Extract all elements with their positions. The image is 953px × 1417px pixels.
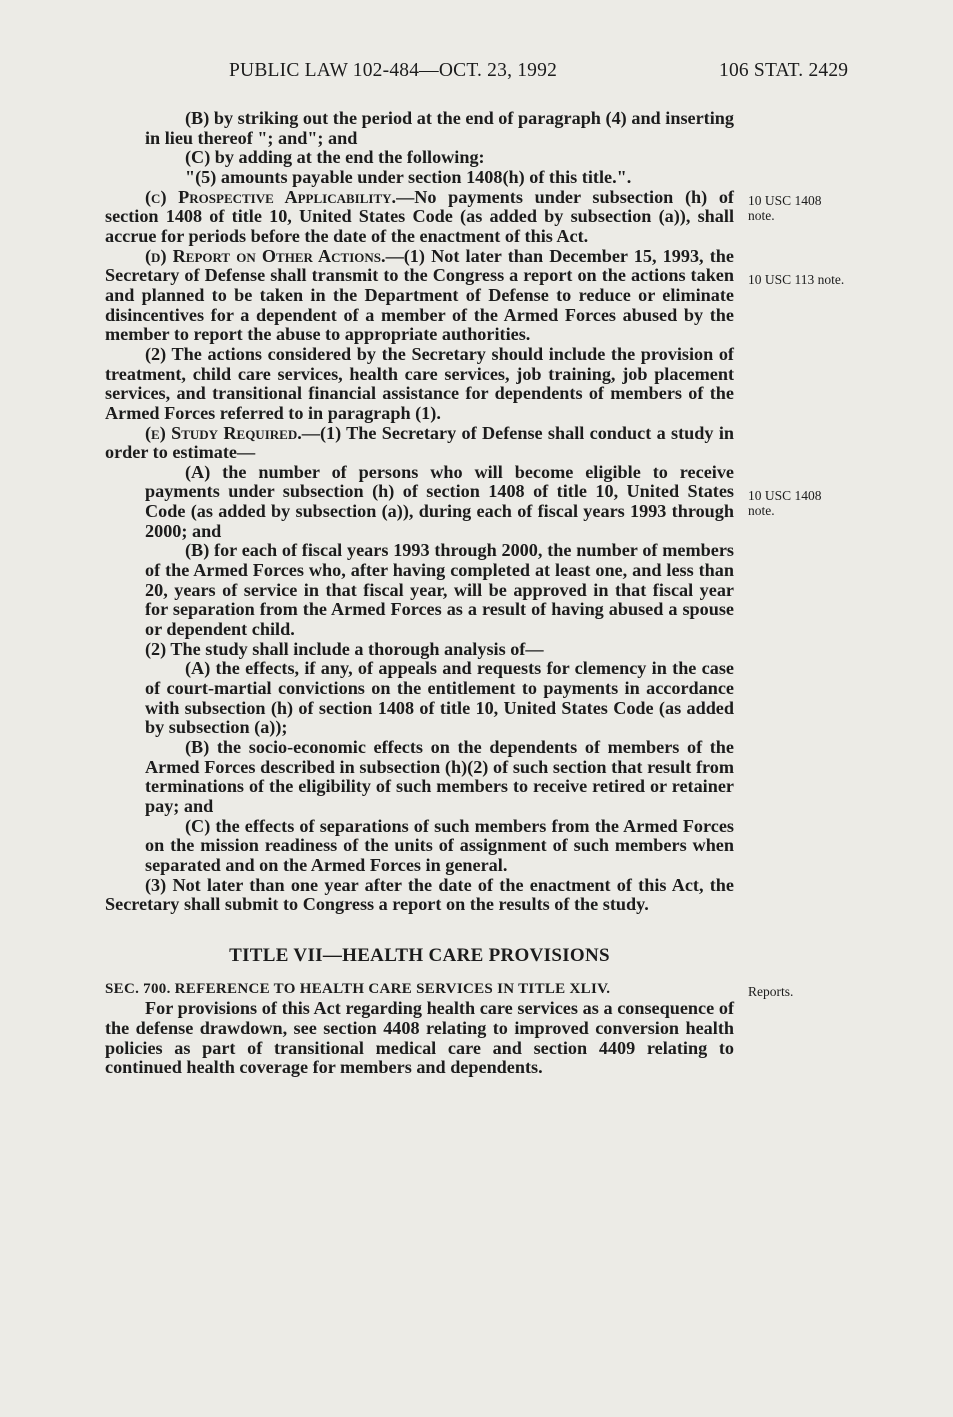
margin-note-1-line2: note. bbox=[748, 208, 775, 223]
subsection-d-2: (2) The actions considered by the Secretary should include the provision of treatment, child care services, health care services, job training, job placement services, and transitional financial assistance for dependents of members of the Armed Forces referred to in paragraph (1). bbox=[105, 343, 734, 423]
paragraph-c-adding: (C) by adding at the end the following: bbox=[185, 147, 485, 168]
subsection-e-2-c: (C) the effects of separations of such members from the Armed Forces on the mission readiness of the units of assignment of such members when separated and on the Armed Forces in general. bbox=[145, 815, 734, 875]
subsection-e-body: —(1) The Secretary of Defense shall conduct a study in order to estimate— bbox=[105, 422, 734, 463]
margin-note-1-line1: 10 USC 1408 bbox=[748, 193, 822, 208]
subsection-c-body: —No payments under subsection (h) of section 1408 of title 10, United States Code (as added by subsection (a)), shall accrue for periods before the date of the enactment of this Act. bbox=[105, 186, 734, 246]
subsection-c bbox=[105, 188, 734, 247]
running-header-right: 106 STAT. 2429 bbox=[719, 60, 849, 81]
margin-note-3-line1: 10 USC 1408 bbox=[748, 488, 822, 503]
subsection-e bbox=[105, 424, 734, 463]
margin-note-1 bbox=[748, 193, 883, 223]
margin-note-reports: Reports. bbox=[748, 984, 794, 999]
subsection-d bbox=[105, 247, 734, 345]
subsection-e-2-b: (B) the socio-economic effects on the dependents of members of the Armed Forces described in subsection (h)(2) of such section that result from terminations of the eligibility of such members to receive retired or retainer pay; and bbox=[145, 737, 734, 816]
subsection-e-heading: (e) Study Required. bbox=[145, 422, 302, 443]
paragraph-5-amounts: "(5) amounts payable under section 1408(h) of this title.". bbox=[185, 166, 632, 187]
title-heading: TITLE VII—HEALTH CARE PROVISIONS bbox=[229, 944, 610, 966]
main-text bbox=[105, 109, 734, 1078]
margin-note-2: 10 USC 113 note. bbox=[748, 272, 845, 287]
margin-note-3 bbox=[748, 488, 883, 518]
running-header-left: PUBLIC LAW 102-484—OCT. 23, 1992 bbox=[229, 60, 558, 81]
subsection-d-body: —(1) Not later than December 15, 1993, the Secretary of Defense shall transmit to the Congress a report on the actions taken and planned to be taken in the Department of Defense to reduce or eliminate disincentives for a dependent of a member of the Armed Forces abused by the member to report the abuse to appropriate authorities. bbox=[105, 245, 734, 345]
subsection-e-2-a: (A) the effects, if any, of appeals and requests for clemency in the case of court-martial convictions on the entitlement to payments in accordance with subsection (h) of section 1408 of title 10, United States Code (as added by subsection (a)); bbox=[145, 658, 734, 738]
subsection-c-heading: (c) Prospective Applicability. bbox=[145, 186, 397, 207]
subsection-e-3: (3) Not later than one year after the date of the enactment of this Act, the Secretary shall submit to Congress a report on the results of the study. bbox=[105, 874, 734, 915]
section-700-heading: SEC. 700. REFERENCE TO HEALTH CARE SERVICES IN TITLE XLIV. bbox=[105, 980, 611, 997]
subsection-e-1-a: (A) the number of persons who will become eligible to receive payments under subsection (h) of section 1408 of title 10, United States Code (as added by subsection (a)), during each of fiscal years 1993 through 2000; and bbox=[145, 461, 734, 541]
subsection-e-2: (2) The study shall include a thorough analysis of— bbox=[145, 638, 544, 659]
subsection-d-heading: (d) Report on Other Actions. bbox=[145, 245, 386, 266]
subsection-e-1-b: (B) for each of fiscal years 1993 through 2000, the number of members of the Armed Forces who, after having completed at least one, and less than 20, years of service in that fiscal year, will be approved in that fiscal year for separation from the Armed Forces as a result of having abused a spouse or dependent child. bbox=[145, 540, 734, 640]
paragraph-b-striking: (B) by striking out the period at the end of paragraph (4) and inserting in lieu thereof "; and"; and bbox=[145, 108, 734, 148]
margin-note-3-line2: note. bbox=[748, 503, 775, 518]
section-700-body: For provisions of this Act regarding health care services as a consequence of the defense drawdown, see section 4408 relating to improved conversion health policies as part of transitional medical care and section 4409 relating to continued health coverage for members and dependents. bbox=[105, 998, 734, 1078]
